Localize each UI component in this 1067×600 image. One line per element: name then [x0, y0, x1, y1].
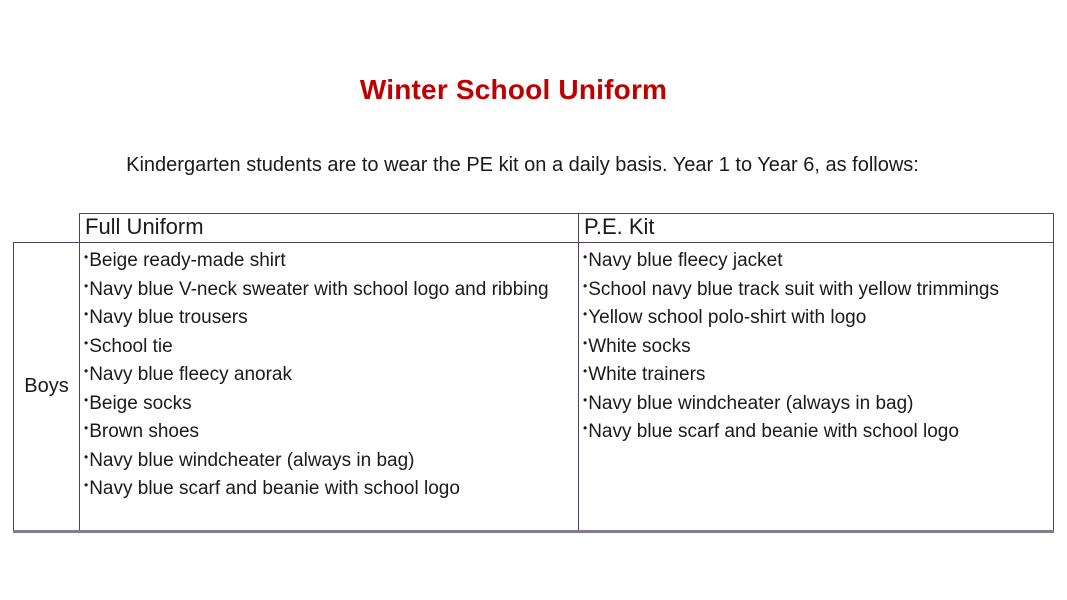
table-row-boys — [14, 243, 1054, 532]
row-label-boys: Boys — [14, 243, 80, 532]
list-item — [583, 416, 1049, 445]
bullet-icon: • — [583, 250, 588, 264]
list-item-text: Brown shoes — [89, 421, 200, 442]
list-item-text: Navy blue scarf and beanie with school logo — [588, 421, 959, 442]
list-item-text: Navy blue fleecy anorak — [89, 364, 292, 385]
list-item-text: Navy blue scarf and beanie with school logo — [89, 478, 460, 499]
bullet-icon: • — [84, 364, 89, 378]
list-item-text: Navy blue windcheater (always in bag) — [588, 392, 914, 414]
intro-text: Kindergarten students are to wear the PE kit on a daily basis. Year 1 to Year 6, as follows: — [126, 154, 919, 176]
bullet-icon: • — [583, 392, 588, 407]
list-item-text: Navy blue windcheater (always in bag) — [89, 449, 415, 471]
bullet-icon: • — [583, 335, 588, 350]
list-item — [583, 302, 1049, 331]
full-uniform-cell — [80, 243, 579, 532]
bullet-icon: • — [84, 478, 89, 492]
table-header-row — [14, 214, 1054, 243]
list-item-text: School navy blue track suit with yellow trimmings — [588, 278, 999, 300]
list-item — [84, 388, 574, 417]
list-item — [583, 331, 1049, 360]
full-uniform-list — [84, 245, 574, 502]
list-item-text: School tie — [89, 335, 173, 357]
list-item — [84, 274, 574, 303]
bullet-icon: • — [84, 278, 89, 293]
bullet-icon: • — [583, 421, 588, 435]
list-item — [84, 445, 574, 474]
list-item-text: Navy blue V-neck sweater with school logo and ribbing — [89, 278, 549, 300]
list-item-text: Yellow school polo-shirt with logo — [588, 307, 867, 328]
list-item-text: Beige socks — [89, 392, 192, 414]
bullet-icon: • — [84, 250, 89, 264]
list-item — [84, 331, 574, 360]
list-item — [583, 274, 1049, 303]
bullet-icon: • — [84, 307, 89, 321]
uniform-table — [13, 213, 1054, 533]
pe-kit-cell — [579, 243, 1054, 532]
page-title: Winter School Uniform — [359, 74, 668, 105]
bullet-icon: • — [84, 335, 89, 350]
bullet-icon: • — [583, 278, 588, 293]
list-item-text: Beige ready-made shirt — [89, 250, 286, 271]
list-item — [84, 359, 574, 388]
corner-cell — [14, 214, 80, 243]
list-item-text: Navy blue fleecy jacket — [588, 250, 783, 271]
bullet-icon: • — [583, 307, 588, 321]
column-header-full-uniform: Full Uniform — [80, 214, 579, 243]
list-item — [84, 416, 574, 445]
list-item — [84, 473, 574, 502]
bullet-icon: • — [84, 449, 89, 464]
list-item — [583, 388, 1049, 417]
list-item — [583, 359, 1049, 388]
pe-kit-list — [583, 245, 1049, 445]
list-item — [84, 245, 574, 274]
bullet-icon: • — [84, 421, 89, 435]
list-item-text: White socks — [588, 335, 691, 357]
bullet-icon: • — [84, 392, 89, 407]
list-item-text: Navy blue trousers — [89, 307, 248, 328]
bullet-icon: • — [583, 364, 588, 378]
column-header-pe-kit: P.E. Kit — [579, 214, 1054, 243]
list-item — [583, 245, 1049, 274]
list-item — [84, 302, 574, 331]
list-item-text: White trainers — [588, 364, 706, 385]
